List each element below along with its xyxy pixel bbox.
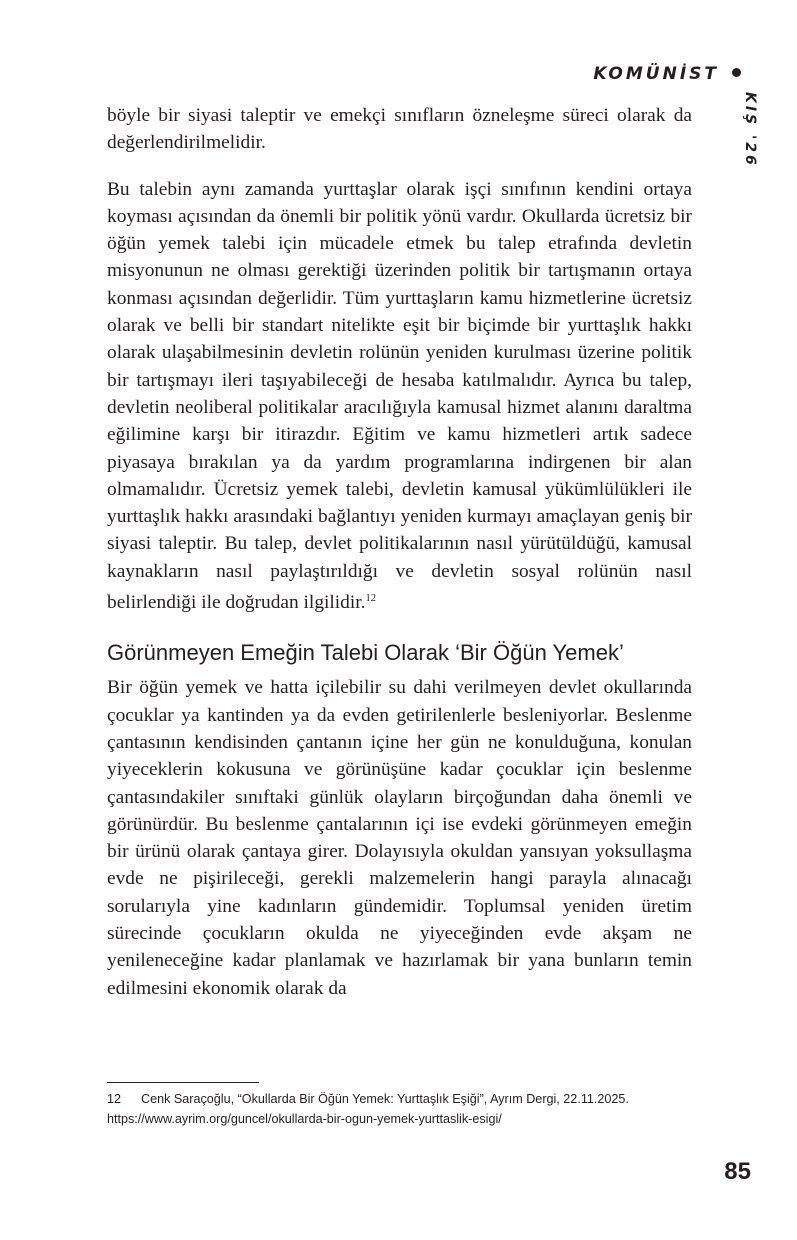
body-paragraph: Bir öğün yemek ve hatta içilebilir su dahi verilmeyen devlet okullarında çocuklar ya kantinden ya da evden getirilenlerle besleniyorlar. Beslenme çantasının kendisinden çantanın içine her gün ne konulduğuna, konulan yiyeceklerin kokusuna ve görünüşüne kadar çocuklar için beslenme çantasındakiler sınıftaki günlük olayların birçoğundan daha önemli ve görünürdür. Bu beslenme çantalarının içi ise evdeki görünmeyen emeğin bir ürünü olarak çantaya girer. Dolayısıyla okuldan yansıyan yoksullaşma evde ne pişirileceği, gerekli malzemelerin hangi parayla alınacağı sorularıyla yine kadınların gündemidir. Toplumsal yeniden üretim sürecinde çocukların okulda ne yiyeceğinden evde akşam ne yenileneceğine kadar planlamak ve hazırlamak bir yana bunların temin edilmesini ekonomik olarak da: [107, 677, 692, 999]
section-heading: Görünmeyen Emeğin Talebi Olarak ‘Bir Öğün Yemek’: [107, 640, 624, 666]
issue-label: KIŞ '26: [742, 92, 758, 168]
paragraph-text: Bu talebin aynı zamanda yurttaşlar olarak işçi sınıfının kendini ortaya koyması açısından da önemli bir politik yönü vardır. Okullarda ücretsiz bir öğün yemek talebi için mücadele etmek bu talep etrafında devletin misyonunun ne olması gerektiği üzerinden politik bir tartışmanın ortaya konması açısından değerlidir. Tüm yurttaşların kamu hizmetlerine ücretsiz olarak ve belli bir standart nitelikte eşit bir biçimde bir yurttaşlık hakkı olarak ulaşabilmesinin devletin rolünün yeniden kurulması üzerine politik bir tartışmayı ileri taşıyabileceği de hesaba katılmalıdır. Ayrıca bu talep, devletin neoliberal politikalar aracılığıyla kamusal hizmet alanını daraltma eğilimine karşı bir itirazdır. Eğitim ve kamu hizmetleri artık sadece piyasaya bırakılan ya da yardım programlarına indirgenen bir alan olmamalıdır. Ücretsiz yemek talebi, devletin kamusal yükümlülükleri ile yurttaşlık hakkı arasındaki bağlantıyı yeniden kurmayı amaçlayan geniş bir siyasi taleptir. Bu talep, devlet politikalarının nasıl yürütüldüğü, kamusal kaynakların nasıl paylaştırıldığı ve devletin sosyal rolünün nasıl belirlendiği ile doğrudan ilgilidir.: [107, 178, 692, 614]
magazine-title: KOMÜNİST: [593, 64, 719, 84]
footnote-reference: 12: [365, 593, 376, 605]
body-paragraph: böyle bir siyasi taleptir ve emekçi sınıfların özneleşme süreci olarak da değerlendirilmelidir.: [107, 105, 692, 154]
footnote-url[interactable]: https://www.ayrim.org/guncel/okullarda-bir-ogun-yemek-yurttaslik-esigi/: [107, 1112, 502, 1126]
footnote-divider: [107, 1082, 259, 1083]
footnote-number: 12: [107, 1092, 122, 1106]
body-paragraph: [107, 176, 692, 617]
footnote: [107, 1089, 697, 1129]
bullet-dot-icon: [732, 68, 741, 77]
footnote-text: Cenk Saraçoğlu, “Okullarda Bir Öğün Yemek: Yurttaşlık Eşiği”, Ayrım Dergi, 22.11.2025.: [141, 1092, 629, 1106]
page-number: 85: [724, 1158, 751, 1185]
article-body: [107, 102, 692, 1002]
